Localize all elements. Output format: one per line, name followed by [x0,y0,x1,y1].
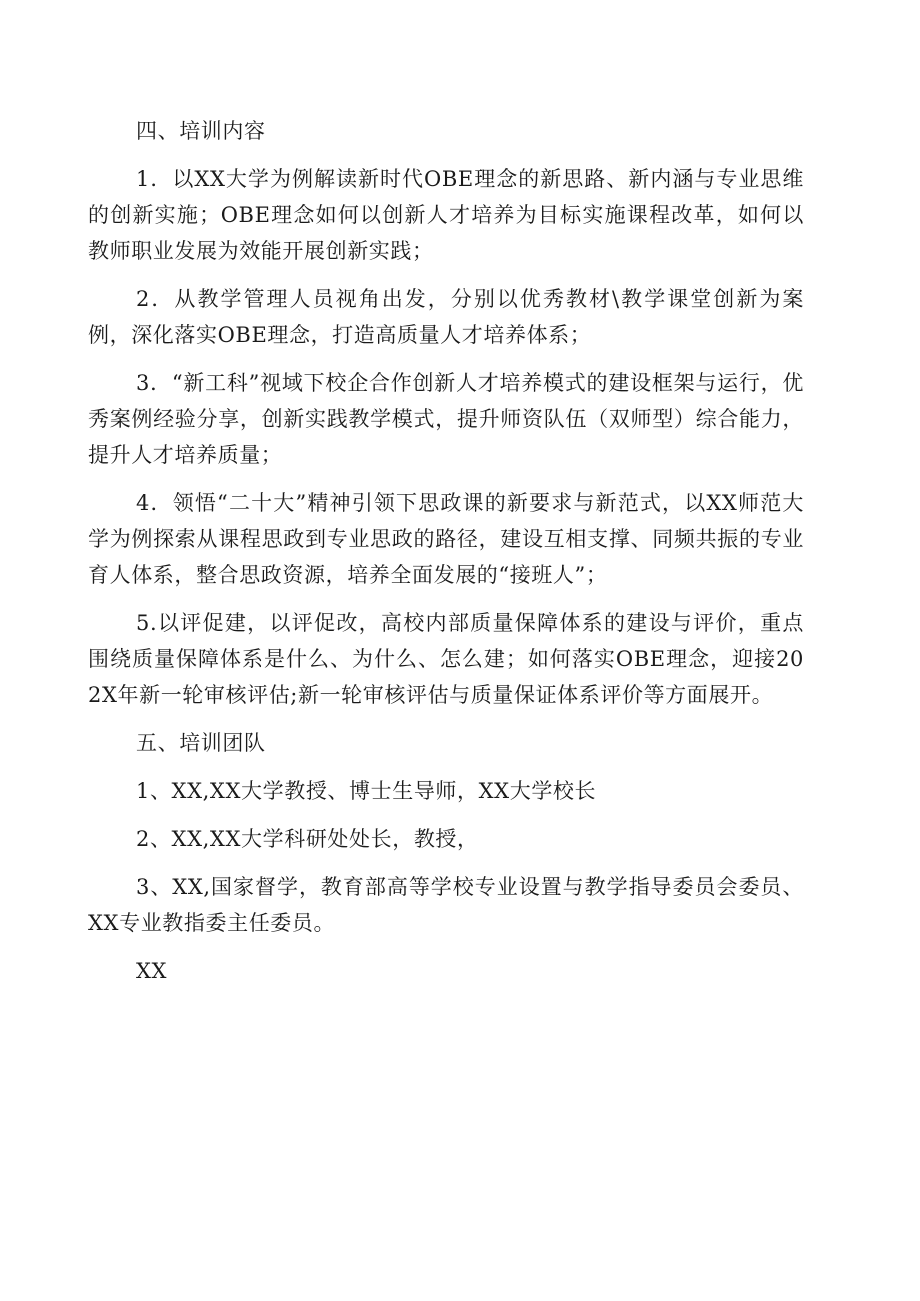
content-item-3: 3．“新工科”视域下校企合作创新人才培养模式的建设框架与运行，优秀案例经验分享，创新实践教学模式，提升师资队伍（双师型）综合能力，提升人才培养质量； [88,371,804,467]
closing-text: XX [136,959,168,983]
document-body [88,113,804,1001]
section-heading-training-team: 五、培训团队 [136,731,266,755]
content-item-1: 1．以XX大学为例解读新时代OBE理念的新思路、新内涵与专业思维的创新实施；OBE理念如何以创新人才培养为目标实施课程改革，如何以教师职业发展为效能开展创新实践； [88,167,804,263]
team-member-2: 2、XX,XX大学科研处处长，教授， [136,827,479,851]
content-item-5: 5.以评促建，以评促改，高校内部质量保障体系的建设与评价，重点围绕质量保障体系是什么、为什么、怎么建；如何落实OBE理念，迎接202X年新一轮审核评估;新一轮审核评估与质量保证体系评价等方面展开。 [88,611,804,707]
team-member-3: 3、XX,国家督学，教育部高等学校专业设置与教学指导委员会委员、XX专业教指委主任委员。 [88,875,804,935]
content-item-4: 4．领悟“二十大”精神引领下思政课的新要求与新范式，以XX师范大学为例探索从课程思政到专业思政的路径，建设互相支撑、同频共振的专业育人体系，整合思政资源，培养全面发展的“接班人”； [88,491,804,587]
content-item-2: 2．从教学管理人员视角出发，分别以优秀教材\教学课堂创新为案例，深化落实OBE理念，打造高质量人才培养体系； [88,287,804,347]
team-member-1: 1、XX,XX大学教授、博士生导师，XX大学校长 [136,779,597,803]
section-heading-training-content: 四、培训内容 [136,119,266,143]
